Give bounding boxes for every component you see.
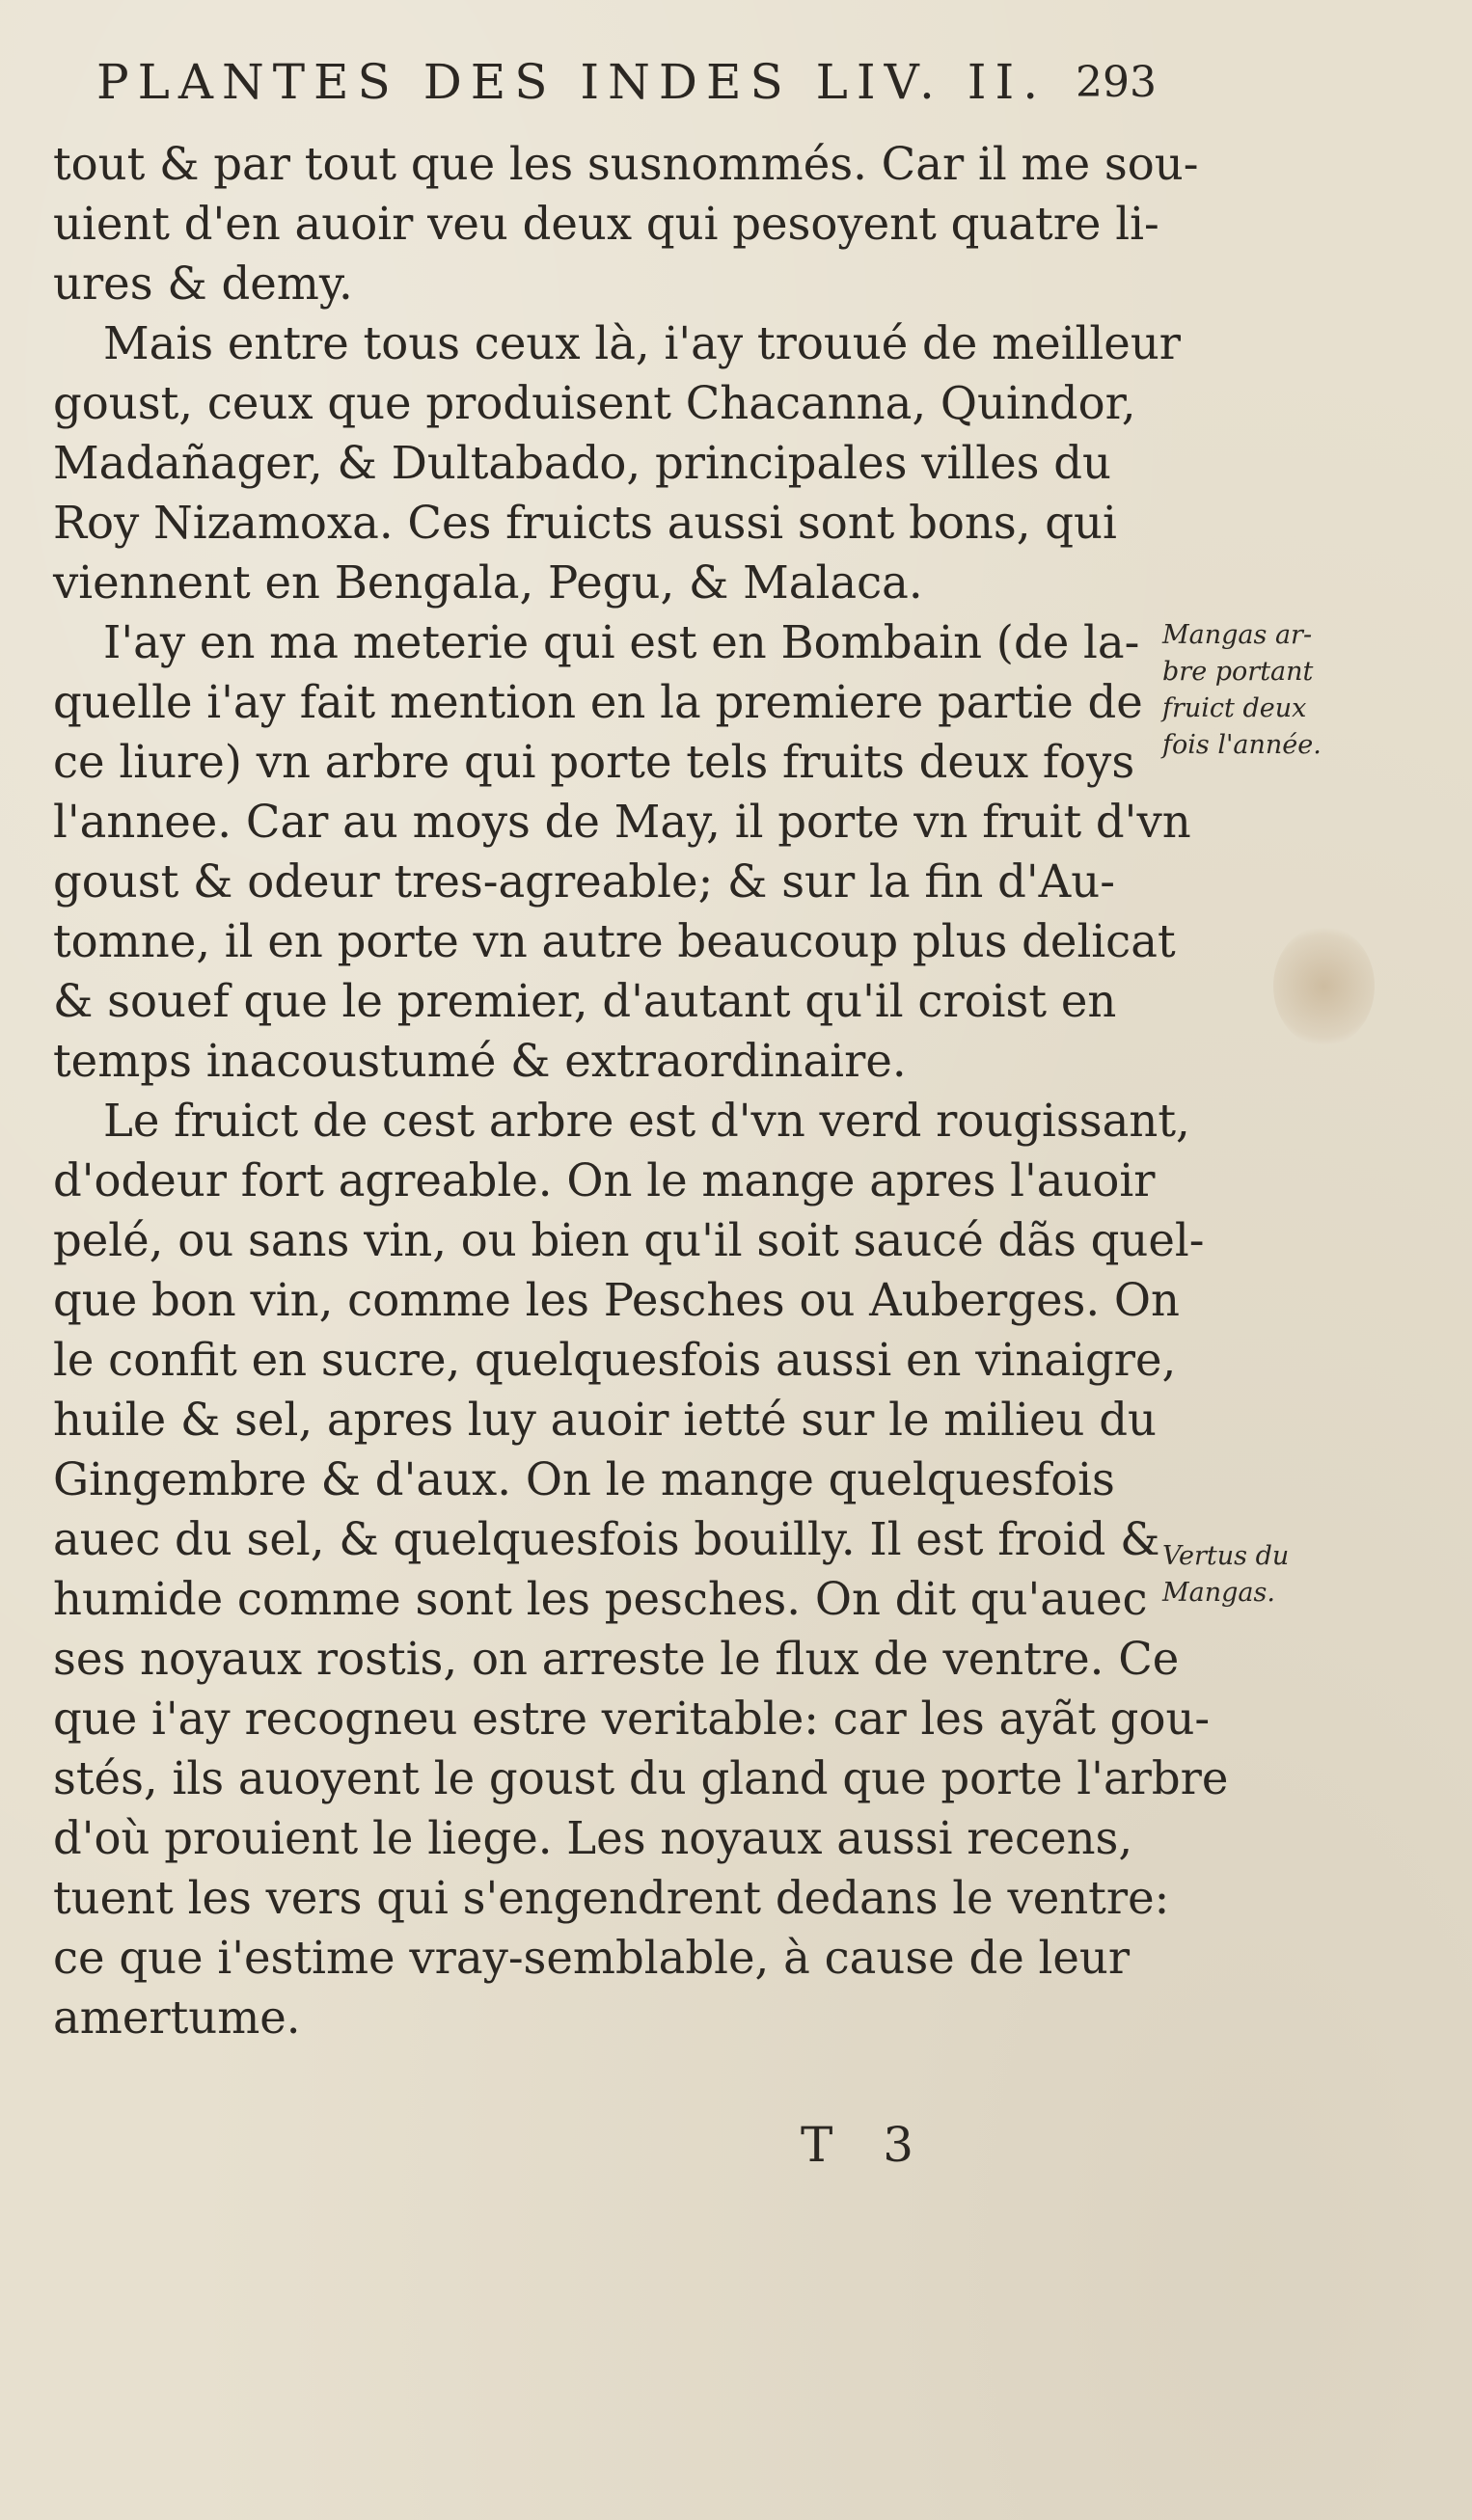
text-line: uient d'en auoir veu deux qui pesoyent quatre li- — [53, 198, 1159, 250]
text-line: tuent les vers qui s'engendrent dedans le ventre: — [53, 1872, 1170, 1924]
text-line: d'où prouient le liege. Les noyaux aussi recens, — [53, 1812, 1133, 1864]
text-line: huile & sel, apres luy auoir ietté sur le milieu du — [53, 1394, 1157, 1446]
margin-note-line: Mangas. — [1162, 1578, 1275, 1608]
margin-note-line: fruict deux — [1162, 693, 1307, 723]
text-line: stés, ils auoyent le goust du gland que porte l'arbre — [53, 1752, 1229, 1804]
text-line: que i'ay recogneu estre veritable: car les ayãt gou- — [53, 1693, 1211, 1745]
paper-stain — [1273, 926, 1375, 1046]
text-line: ce que i'estime vray-semblable, à cause de leur — [53, 1932, 1131, 1984]
text-line: goust & odeur tres-agreable; & sur la fin d'Au- — [53, 855, 1115, 908]
text-line: I'ay en ma meterie qui est en Bombain (de la- — [103, 616, 1140, 668]
text-line: pelé, ou sans vin, ou bien qu'il soit saucé dãs quel- — [53, 1214, 1205, 1266]
text-line: ses noyaux rostis, on arreste le flux de ventre. Ce — [53, 1633, 1180, 1685]
text-line: auec du sel, & quelquesfois bouilly. Il est froid & — [53, 1513, 1160, 1565]
text-line: d'odeur fort agreable. On le mange apres l'auoir — [53, 1154, 1156, 1206]
text-line: viennent en Bengala, Pegu, & Malaca. — [53, 556, 923, 609]
text-line: ures & demy. — [53, 257, 353, 310]
margin-note-line: bre portant — [1162, 657, 1314, 687]
text-line: & souef que le premier, d'autant qu'il croist en — [53, 975, 1117, 1027]
text-line: le confit en sucre, quelquesfois aussi en vinaigre, — [53, 1334, 1177, 1386]
text-line: Le fruict de cest arbre est d'vn verd rougissant, — [103, 1095, 1190, 1147]
signature-mark: T 3 — [801, 2117, 932, 2173]
text-line: amertume. — [53, 1992, 301, 2044]
text-line: Mais entre tous ceux là, i'ay trouué de meilleur — [103, 317, 1181, 369]
margin-note-vertus — [1162, 1538, 1384, 1612]
text-line: ce liure) vn arbre qui porte tels fruits deux foys — [53, 736, 1135, 788]
text-line: quelle i'ay fait mention en la premiere partie de — [53, 676, 1143, 728]
text-line: l'annee. Car au moys de May, il porte vn fruit d'vn — [53, 796, 1191, 848]
margin-note-line: Mangas ar- — [1162, 620, 1313, 650]
text-line: Madañager, & Dultabado, principales villes du — [53, 437, 1111, 489]
text-line: tomne, il en porte vn autre beaucoup plus delicat — [53, 915, 1176, 967]
page-header — [96, 48, 1158, 125]
page-number: 293 — [1076, 58, 1157, 107]
text-line: goust, ceux que produisent Chacanna, Quindor, — [53, 377, 1136, 429]
text-line: que bon vin, comme les Pesches ou Auberges. On — [53, 1274, 1180, 1326]
text-line: humide comme sont les pesches. On dit qu'auec — [53, 1573, 1148, 1625]
text-line: temps inacoustumé & extraordinaire. — [53, 1035, 907, 1087]
text-line: Roy Nizamoxa. Ces fruicts aussi sont bons, qui — [53, 497, 1117, 549]
running-title: PLANTES DES INDES LIV. II. — [96, 54, 1048, 110]
text-line: Gingembre & d'aux. On le mange quelquesfois — [53, 1453, 1115, 1505]
margin-note-line: Vertus du — [1162, 1541, 1290, 1571]
margin-note-mangas-arbre — [1162, 617, 1384, 764]
text-line: tout & par tout que les susnommés. Car il me sou- — [53, 138, 1199, 190]
margin-note-line: fois l'année. — [1162, 730, 1322, 760]
